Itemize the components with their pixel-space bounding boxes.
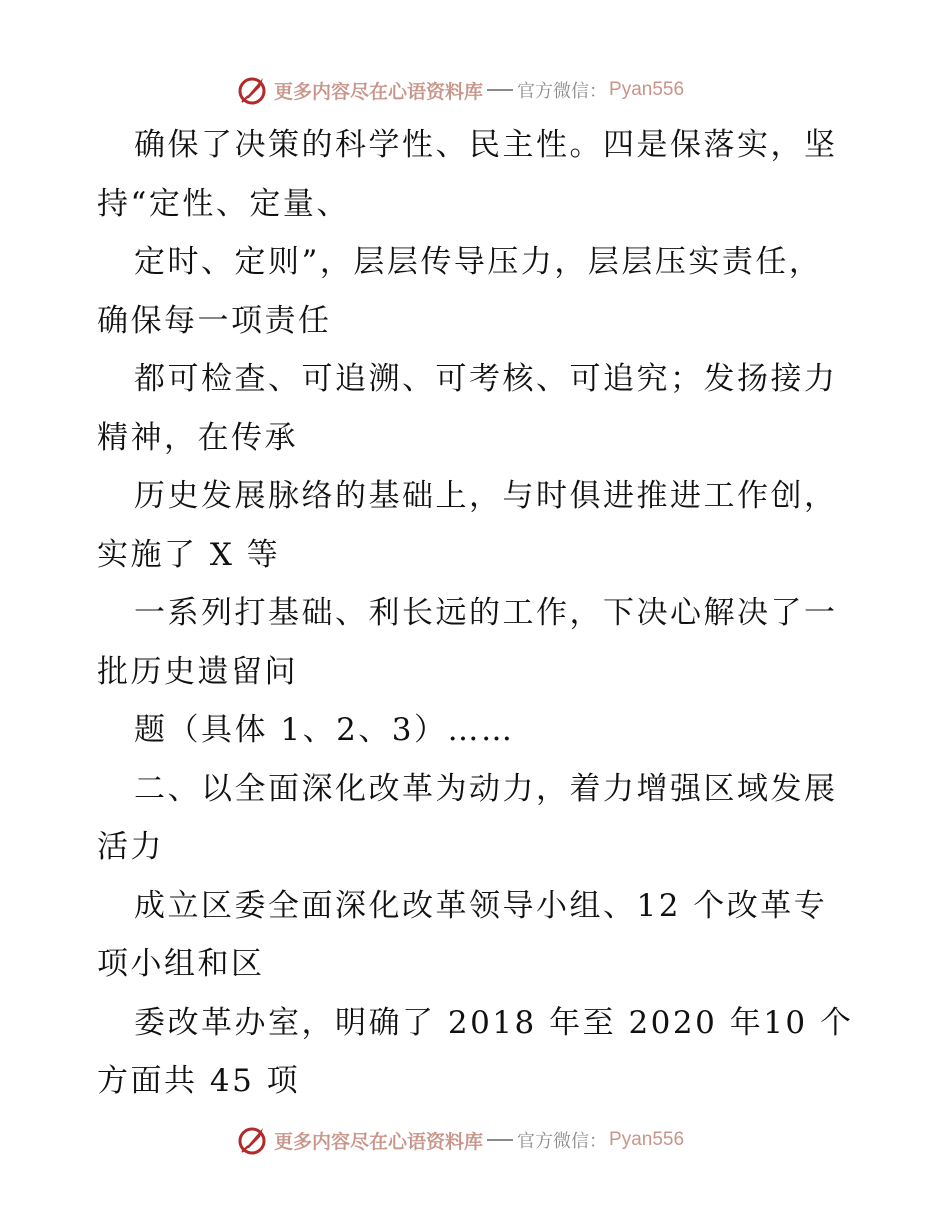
quill-logo-icon xyxy=(236,1124,268,1156)
document-body xyxy=(97,116,857,1111)
text-line: 题（具体 1、2、3）…… xyxy=(134,712,515,748)
watermark-wechat-id: Pyan556 xyxy=(609,79,685,100)
text-line: 历史发展脉络的基础上，与时俱进推进工作创， xyxy=(134,478,838,514)
watermark-main-text: 更多内容尽在心语资料库 xyxy=(274,1130,484,1153)
text-line: 精神，在传承 xyxy=(97,419,298,456)
text-line: 方面共 45 项 xyxy=(97,1063,301,1099)
watermark-wechat-id: Pyan556 xyxy=(609,1129,685,1150)
text-line: 项小组和区 xyxy=(97,946,265,982)
watermark-dash xyxy=(487,1139,513,1141)
text-line: 一系列打基础、利长远的工作，下决心解决了一 xyxy=(134,595,838,631)
text-line: 定时、定则”，层层传导压力，层层压实责任， xyxy=(134,244,823,280)
text-line: 确保每一项责任 xyxy=(97,302,332,339)
section-heading-continued: 活力 xyxy=(97,829,164,865)
text-line: 确保了决策的科学性、民主性。四是保落实，坚 xyxy=(134,127,838,163)
text-line: 都可检查、可追溯、可考核、可追究；发扬接力 xyxy=(134,361,838,397)
section-heading: 二、以全面深化改革为动力，着力增强区域发展 xyxy=(134,770,838,807)
text-line: 实施了 X 等 xyxy=(97,536,281,573)
quill-logo-icon xyxy=(236,74,268,106)
watermark-dash xyxy=(487,89,513,91)
watermark-main-text: 更多内容尽在心语资料库 xyxy=(274,80,484,103)
text-line: 委改革办室，明确了 2018 年至 2020 年10 个 xyxy=(134,1004,854,1041)
footer-watermark xyxy=(236,1122,684,1158)
header-watermark xyxy=(236,72,684,108)
text-line: 持“定性、定量、 xyxy=(97,185,350,222)
text-line: 批历史遗留问 xyxy=(97,653,298,690)
watermark-wechat-label: 官方微信： xyxy=(517,1131,608,1152)
text-line: 成立区委全面深化改革领导小组、12 个改革专 xyxy=(134,887,828,924)
watermark-wechat-label: 官方微信： xyxy=(517,81,608,102)
